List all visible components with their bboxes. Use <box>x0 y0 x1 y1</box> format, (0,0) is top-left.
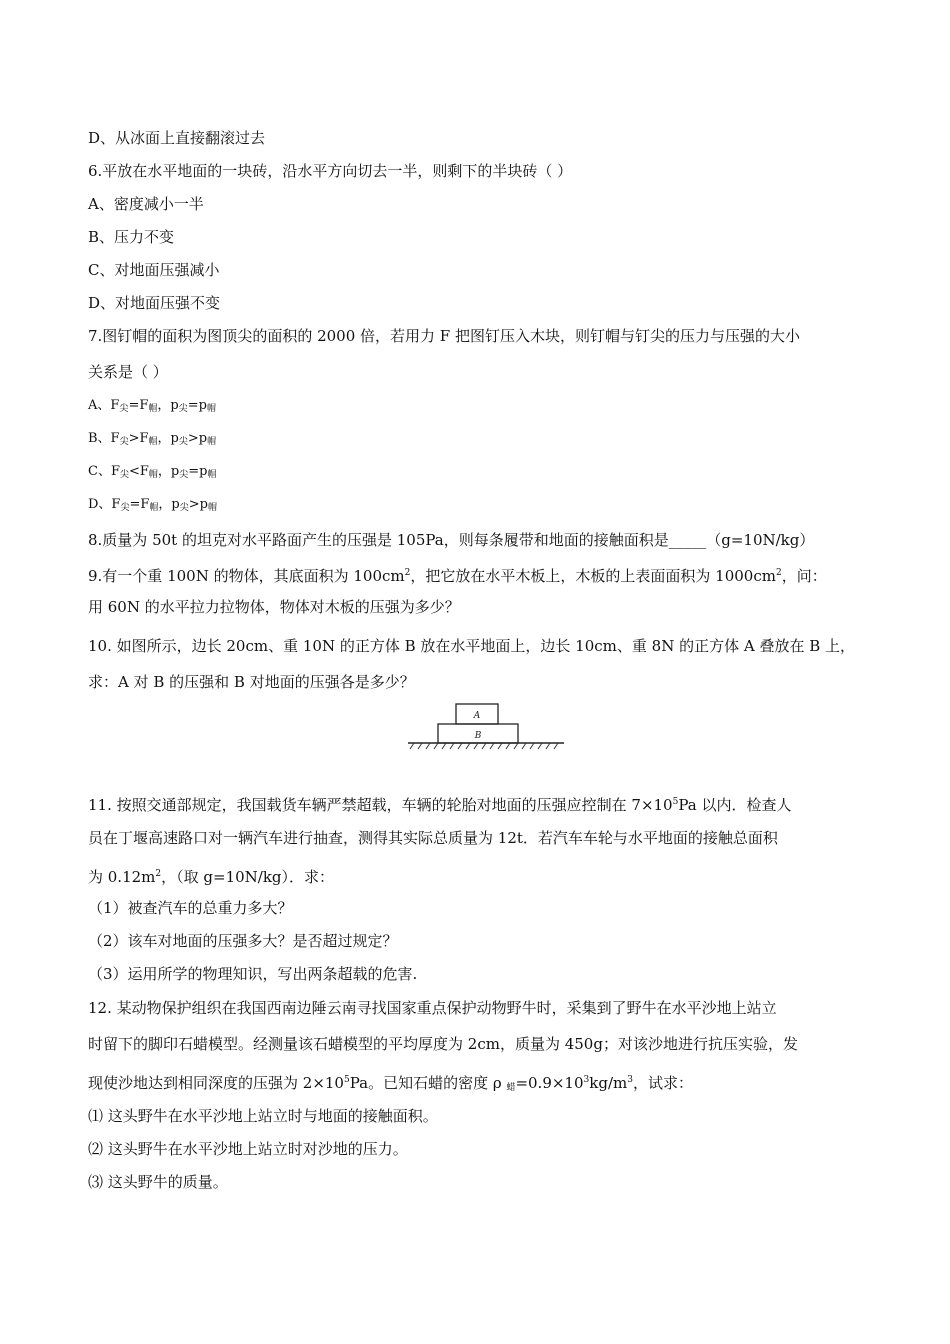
cube-b-label: B <box>474 731 482 741</box>
q12-stem-line1: 12. 某动物保护组织在我国西南边陲云南寻找国家重点保护动物野牛时，采集到了野牛在水平沙地上站立 <box>88 999 777 1017</box>
q11-sub3: （3）运用所学的物理知识，写出两条超载的危害. <box>88 965 418 983</box>
q10-stem-line2: 求：A 对 B 的压强和 B 对地面的压强各是多少？ <box>88 673 415 691</box>
q6-option-c: C、对地面压强减小 <box>88 261 220 279</box>
q12-sub3: ⑶ 这头野牛的质量。 <box>88 1173 228 1191</box>
q6-option-d: D、对地面压强不变 <box>88 294 221 312</box>
q11-stem-line3: 为 $0.12m^2$，（取 g=10N/kg）．求： <box>88 868 335 886</box>
q7-option-b: B、$F_尖>F_帽$，$p_尖>p_帽$ <box>88 431 217 447</box>
q7-stem-line1: 7.图钉帽的面积为图顶尖的面积的 2000 倍，若用力 F 把图钉压入木块，则钉帽与钉尖的压力与压强的大小 <box>88 327 800 345</box>
ground-hatching <box>410 743 558 749</box>
q10-stem-line1: 10. 如图所示，边长 20cm、重 10N 的正方体 B 放在水平地面上，边长 10cm、重 8N 的正方体 A 叠放在 B 上， <box>88 637 856 655</box>
q8-stem: 8.质量为 50t 的坦克对水平路面产生的压强是 105Pa，则每条履带和地面的接触面积是_____（g=10N/kg） <box>88 531 815 549</box>
q6-stem: 6.平放在水平地面的一块砖，沿水平方向切去一半，则剩下的半块砖（ ） <box>88 162 573 180</box>
q7-option-c: C、$F_尖<F_帽$，$p_尖=p_帽$ <box>88 464 217 480</box>
q11-sub1: （1）被查汽车的总重力多大？ <box>88 899 293 917</box>
q11-stem-line2: 员在丁堰高速路口对一辆汽车进行抽查，测得其实际总质量为 12t．若汽车车轮与水平地面的接触总面积 <box>88 829 778 847</box>
q11-sub2: （2）该车对地面的压强多大？是否超过规定？ <box>88 932 398 950</box>
q5-option-d: D、从冰面上直接翻滚过去 <box>88 129 266 147</box>
q12-sub1: ⑴ 这头野牛在水平沙地上站立时与地面的接触面积。 <box>88 1107 438 1125</box>
stacked-cubes-figure <box>406 702 566 754</box>
q12-stem-line2: 时留下的脚印石蜡模型。经测量该石蜡模型的平均厚度为 2cm，质量为 450g；对该沙地进行抗压实验，发 <box>88 1035 798 1053</box>
q9-stem-line1: 9.有一个重 100N 的物体，其底面积为 $100cm^2$，把它放在水平木板上，木板的上表面面积为 $1000cm^2$，问： <box>88 567 827 585</box>
q12-sub2: ⑵ 这头野牛在水平沙地上站立时对沙地的压力。 <box>88 1140 408 1158</box>
q7-stem-line2: 关系是（ ） <box>88 363 168 381</box>
cube-a-label: A <box>473 711 481 721</box>
q6-option-b: B、压力不变 <box>88 228 175 246</box>
q6-option-a: A、密度减小一半 <box>88 195 204 213</box>
q11-stem-line1: 11. 按照交通部规定，我国载货车辆严禁超载，车辆的轮胎对地面的压强应控制在 $7\times 10^5Pa$ 以内．检查人 <box>88 796 792 814</box>
q9-stem-line2: 用 60N 的水平拉力拉物体，物体对木板的压强为多少？ <box>88 598 460 616</box>
q7-option-d: D、$F_尖=F_帽$，$p_尖>p_帽$ <box>88 497 217 513</box>
q12-stem-line3: 现使沙地达到相同深度的压强为 $2\times 10^5Pa$。已知石蜡的密度 ρ $_蜡=0.9\times 10^3kg/m^3$，试求： <box>88 1074 693 1093</box>
q7-option-a: A、$F_尖=F_帽$，$p_尖=p_帽$ <box>88 398 216 414</box>
